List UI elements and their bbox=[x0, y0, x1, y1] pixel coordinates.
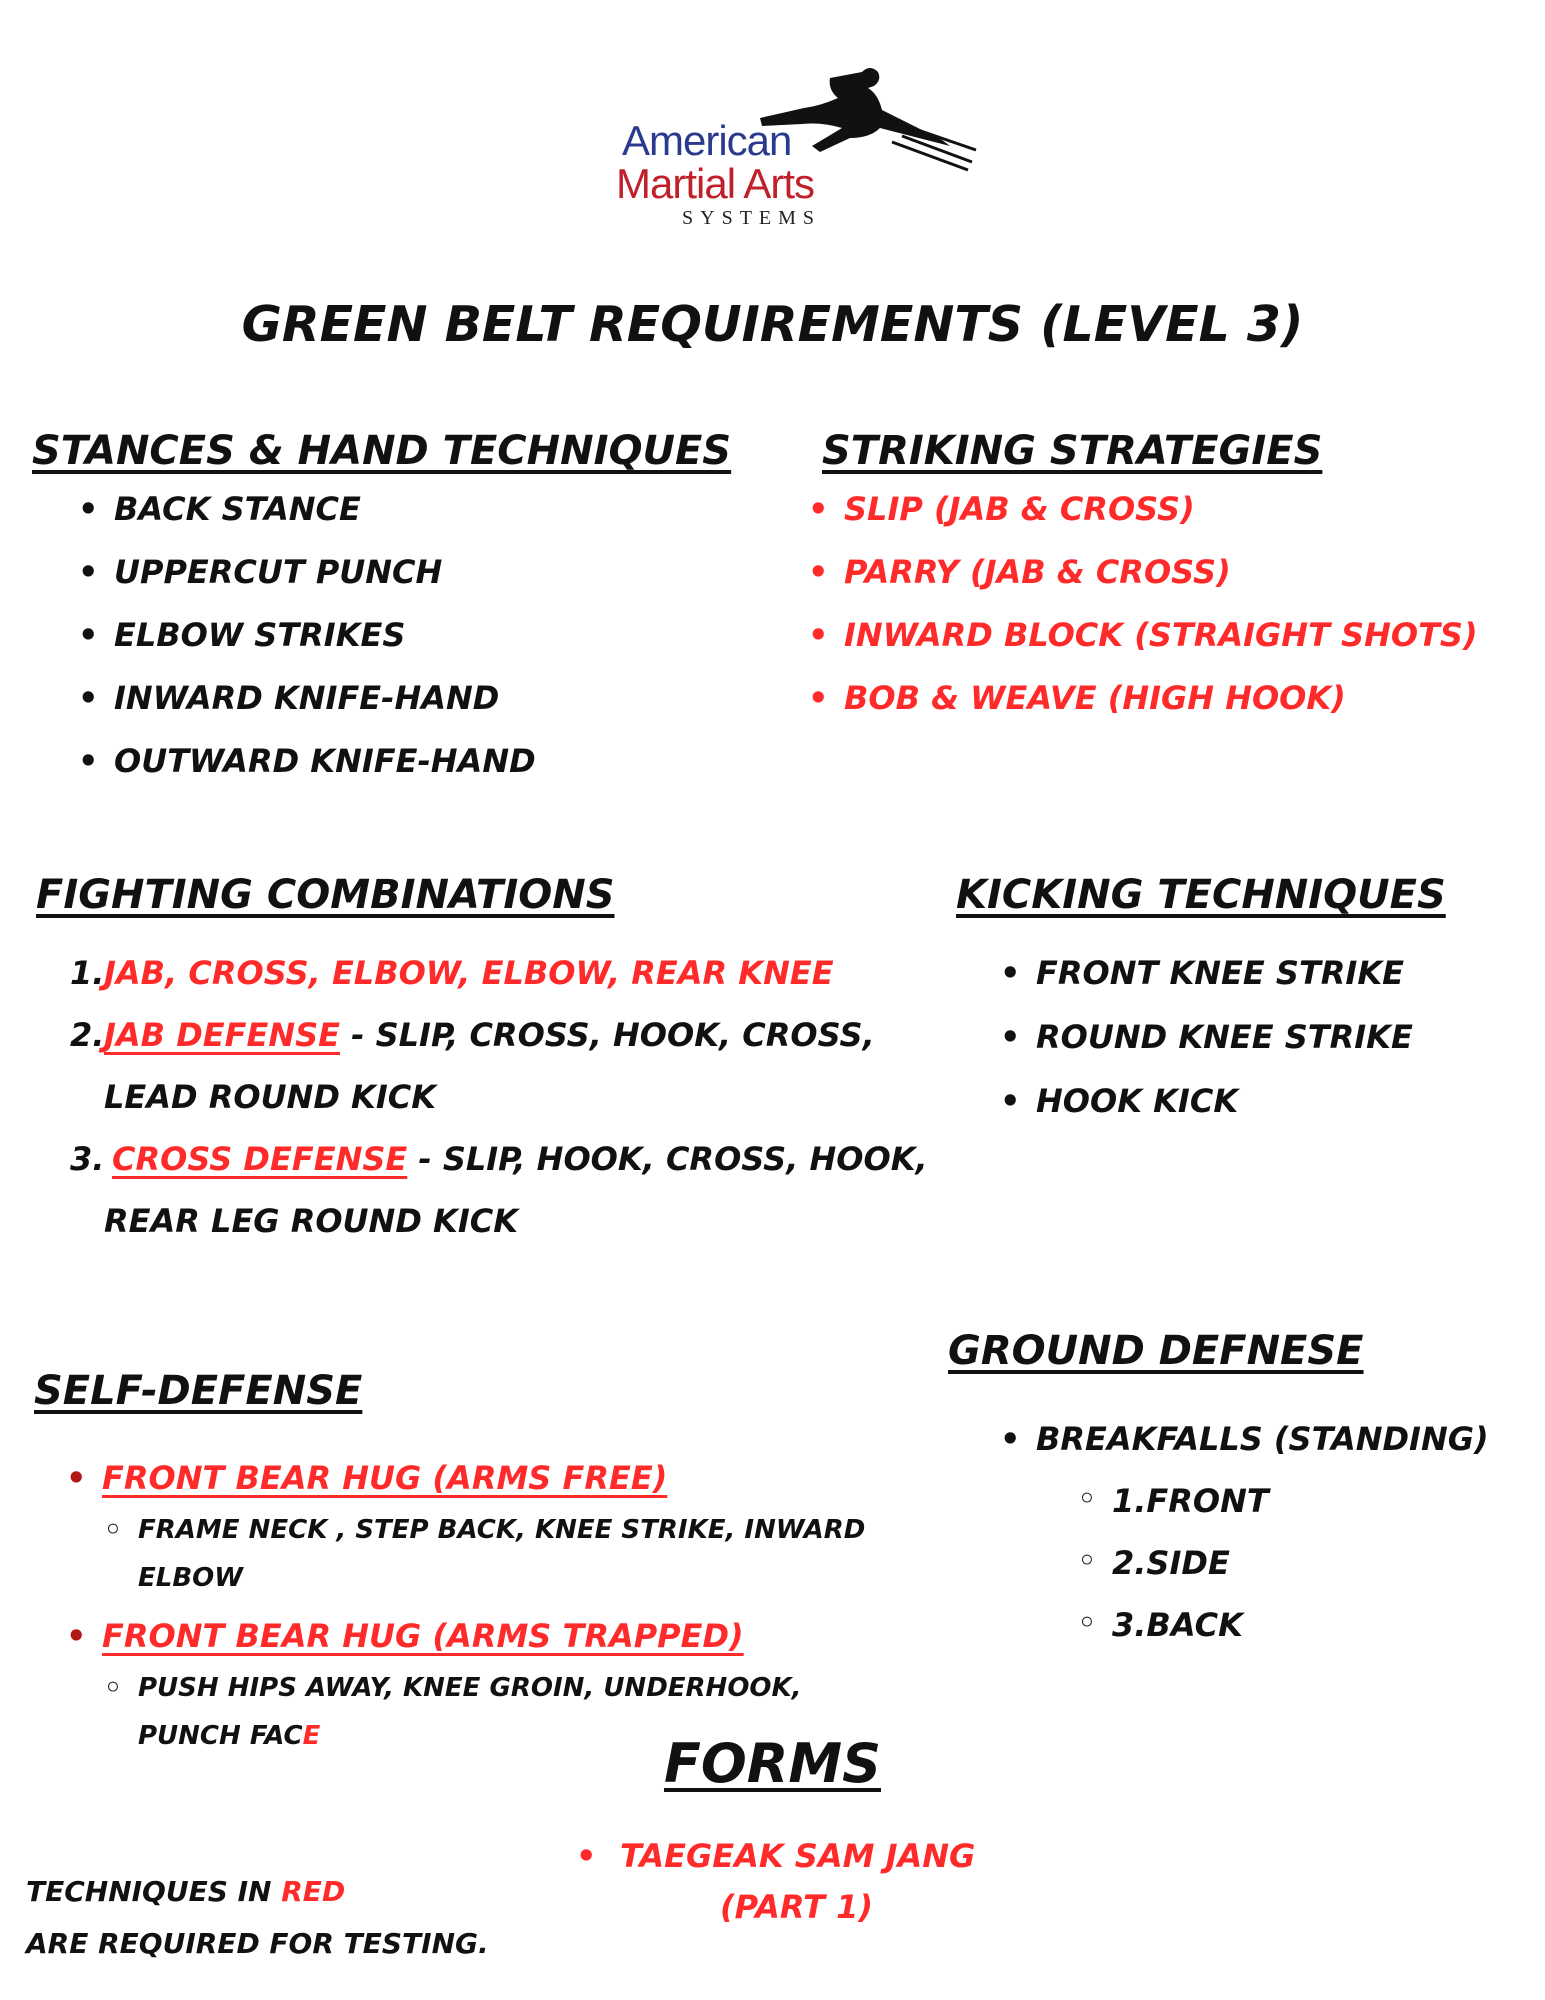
note-text: TECHNIQUES IN bbox=[26, 1875, 282, 1908]
logo bbox=[612, 62, 972, 232]
kicking-heading: KICKING TECHNIQUES bbox=[956, 872, 1446, 918]
self-defense-list bbox=[102, 1450, 902, 1766]
list-item: • PARRY (JAB & CROSS) bbox=[844, 553, 1478, 616]
combination-3 bbox=[70, 1128, 930, 1252]
list-item: ◦ 1.FRONT bbox=[1112, 1482, 1269, 1544]
kicking-list bbox=[1036, 954, 1413, 1146]
ground-sublist bbox=[1112, 1482, 1269, 1668]
combination-number: 3. bbox=[70, 1140, 105, 1178]
technique-steps bbox=[138, 1506, 902, 1602]
combination-text-cont: LEAD ROUND KICK bbox=[104, 1078, 437, 1116]
list-item: ◦ 2.SIDE bbox=[1112, 1544, 1269, 1606]
list-item: • BOB & WEAVE (HIGH HOOK) bbox=[844, 679, 1478, 742]
technique-name: FRONT BEAR HUG (ARMS TRAPPED) bbox=[102, 1617, 744, 1655]
combination-text-cont: REAR LEG ROUND KICK bbox=[104, 1202, 518, 1240]
list-item: • INWARD BLOCK (STRAIGHT SHOTS) bbox=[844, 616, 1478, 679]
forms-heading bbox=[0, 1732, 1545, 1795]
list-item: • HOOK KICK bbox=[1036, 1082, 1413, 1146]
ground-heading: GROUND DEFNESE bbox=[948, 1328, 1364, 1374]
combination-label: CROSS DEFENSE bbox=[112, 1140, 408, 1178]
stances-list bbox=[114, 490, 536, 805]
fighting-list bbox=[70, 942, 930, 1252]
list-item: • BACK STANCE bbox=[114, 490, 536, 553]
page-title: GREEN BELT REQUIREMENTS (LEVEL 3) bbox=[241, 296, 1304, 353]
ground-list bbox=[1036, 1420, 1489, 1482]
testing-note bbox=[26, 1866, 489, 1970]
fighting-heading: FIGHTING COMBINATIONS bbox=[36, 872, 615, 918]
forms-item-cont: (PART 1) bbox=[720, 1888, 873, 1926]
self-defense-heading: SELF-DEFENSE bbox=[34, 1368, 363, 1414]
logo-text-martial-arts: Martial Arts bbox=[616, 160, 815, 207]
list-item: • SLIP (JAB & CROSS) bbox=[844, 490, 1478, 553]
note-text-2: ARE REQUIRED FOR TESTING. bbox=[26, 1927, 489, 1960]
combination-1 bbox=[70, 942, 930, 1004]
stances-heading: STANCES & HAND TECHNIQUES bbox=[32, 428, 732, 474]
list-item: • ELBOW STRIKES bbox=[114, 616, 536, 679]
combination-text: - SLIP, HOOK, CROSS, HOOK, bbox=[407, 1140, 928, 1178]
combination-label: JAB DEFENSE bbox=[104, 1016, 341, 1054]
list-item bbox=[102, 1608, 902, 1664]
technique-name: FRONT BEAR HUG (ARMS FREE) bbox=[102, 1459, 668, 1497]
list-item: ◦ FRAME NECK , STEP BACK, KNEE STRIKE, INWARD ELBOW bbox=[138, 1506, 902, 1602]
forms-heading-text: FORMS bbox=[663, 1732, 881, 1795]
striking-list bbox=[844, 490, 1478, 742]
combination-text: JAB, CROSS, ELBOW, ELBOW, REAR KNEE bbox=[104, 954, 834, 992]
technique-step-text: PUSH HIPS AWAY, KNEE GROIN, UNDERHOOK, PUNCH FAC bbox=[138, 1673, 802, 1751]
combination-text: - SLIP, CROSS, HOOK, CROSS, bbox=[340, 1016, 875, 1054]
logo-text-systems: SYSTEMS bbox=[682, 207, 822, 229]
technique-step-text-end: E bbox=[302, 1721, 321, 1751]
list-item bbox=[102, 1450, 902, 1506]
list-item: • INWARD KNIFE-HAND bbox=[114, 679, 536, 742]
list-item: • BREAKFALLS (STANDING) bbox=[1036, 1420, 1489, 1482]
striking-heading: STRIKING STRATEGIES bbox=[822, 428, 1323, 474]
list-item: • ROUND KNEE STRIKE bbox=[1036, 1018, 1413, 1082]
list-item: • TAEGEAK SAM JANG bbox=[620, 1824, 1020, 1888]
combination-number: 2. bbox=[70, 1016, 105, 1054]
list-item: • FRONT KNEE STRIKE bbox=[1036, 954, 1413, 1018]
list-item: ◦ 3.BACK bbox=[1112, 1606, 1269, 1668]
list-item: • UPPERCUT PUNCH bbox=[114, 553, 536, 616]
note-text-red: RED bbox=[281, 1875, 346, 1908]
combination-number: 1. bbox=[70, 954, 105, 992]
logo-text-american: American bbox=[622, 117, 792, 164]
combination-2 bbox=[70, 1004, 930, 1128]
list-item: • OUTWARD KNIFE-HAND bbox=[114, 742, 536, 805]
forms-list bbox=[620, 1824, 1020, 1888]
